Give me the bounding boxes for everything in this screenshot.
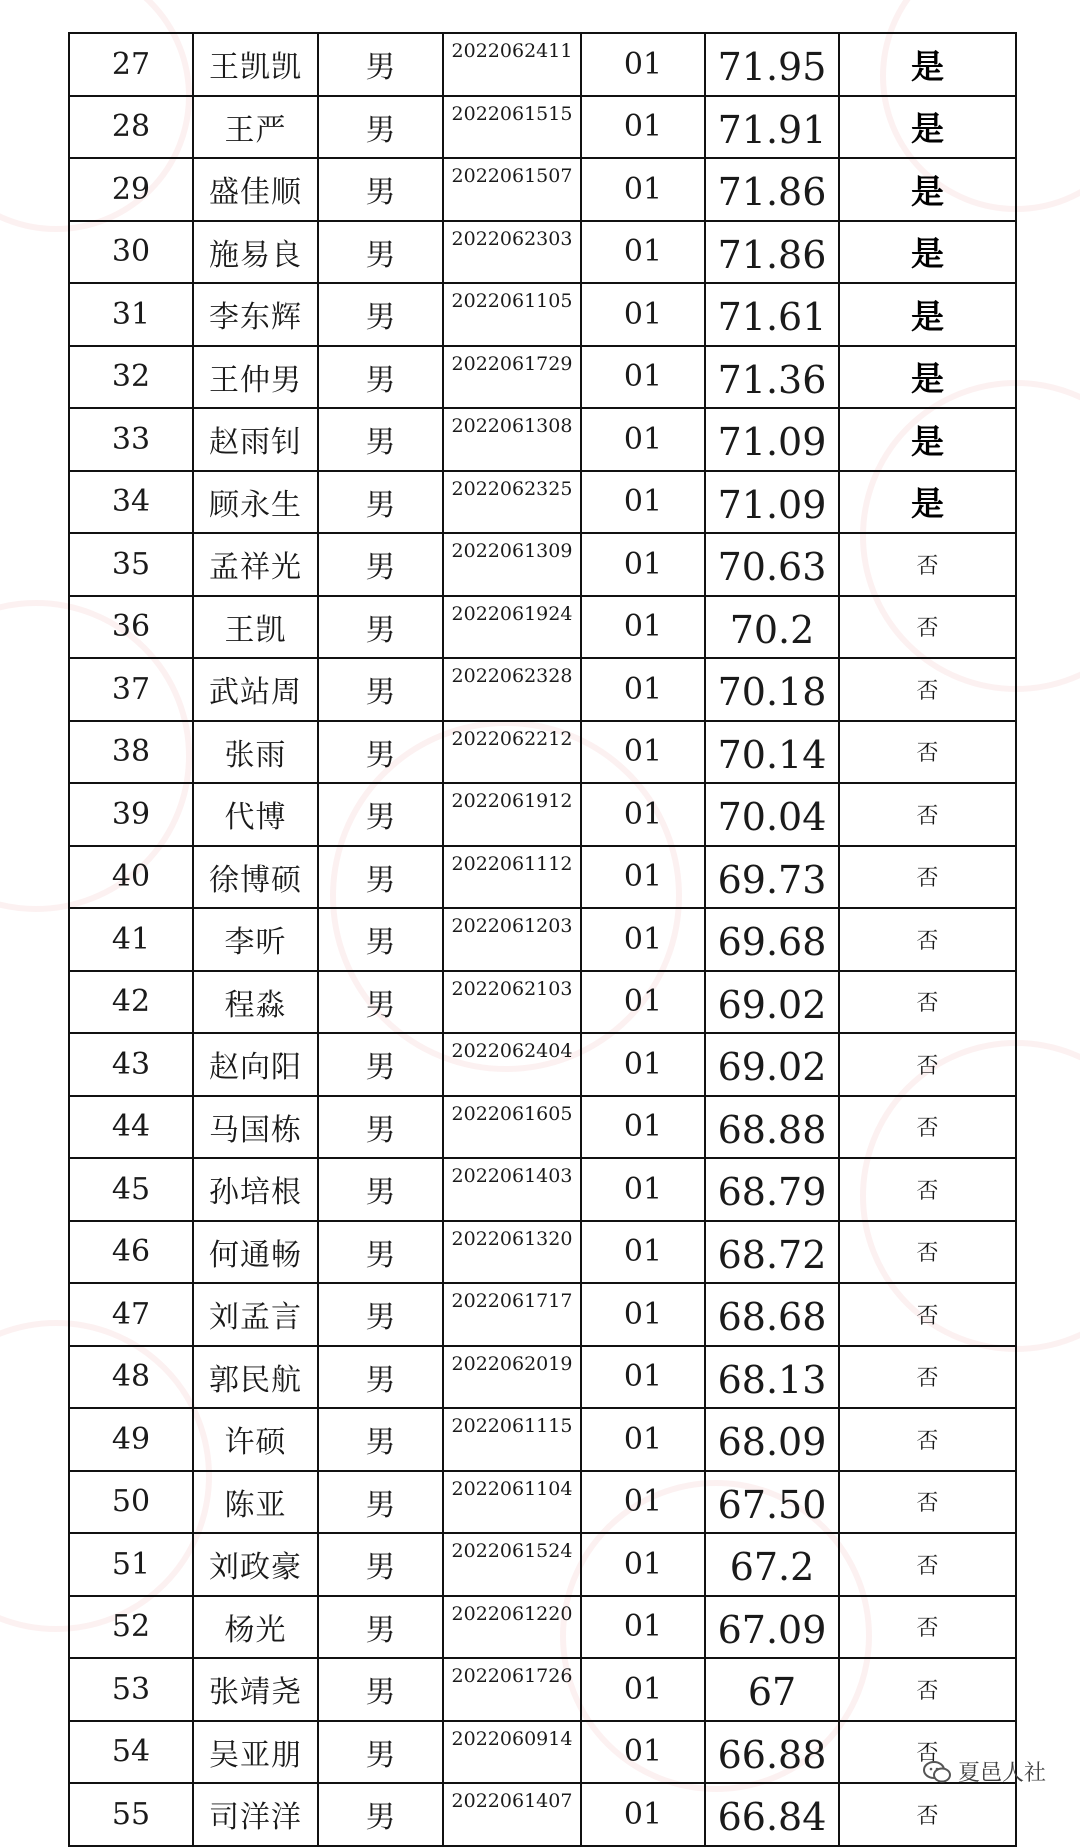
results-sheet bbox=[68, 32, 1015, 1847]
score-cell: 68.88 bbox=[705, 1096, 839, 1159]
exam-number-cell: 2022061308 bbox=[443, 408, 581, 471]
gender-cell: 男 bbox=[318, 158, 443, 221]
name-cell: 王凯凯 bbox=[193, 33, 318, 96]
name-cell: 赵雨钊 bbox=[193, 408, 318, 471]
selected-flag-cell: 是 bbox=[839, 33, 1016, 96]
exam-number-cell: 2022060914 bbox=[443, 1721, 581, 1784]
exam-number-cell: 2022061912 bbox=[443, 783, 581, 846]
seq-cell: 37 bbox=[69, 658, 193, 721]
exam-number-cell: 2022061104 bbox=[443, 1471, 581, 1534]
gender-cell: 男 bbox=[318, 1596, 443, 1659]
score-cell: 69.73 bbox=[705, 846, 839, 909]
gender-cell: 男 bbox=[318, 471, 443, 534]
post-code-cell: 01 bbox=[581, 1158, 705, 1221]
seq-cell: 36 bbox=[69, 596, 193, 659]
selected-flag-cell: 是 bbox=[839, 283, 1016, 346]
gender-cell: 男 bbox=[318, 408, 443, 471]
gender-cell: 男 bbox=[318, 1721, 443, 1784]
post-code-cell: 01 bbox=[581, 658, 705, 721]
selected-flag-cell: 否 bbox=[839, 971, 1016, 1034]
exam-number-cell: 2022061112 bbox=[443, 846, 581, 909]
seq-cell: 51 bbox=[69, 1533, 193, 1596]
table-row bbox=[69, 658, 1016, 721]
table-row bbox=[69, 408, 1016, 471]
seq-cell: 34 bbox=[69, 471, 193, 534]
score-cell: 70.2 bbox=[705, 596, 839, 659]
score-cell: 67 bbox=[705, 1658, 839, 1721]
name-cell: 李听 bbox=[193, 908, 318, 971]
table-row bbox=[69, 1533, 1016, 1596]
table-body bbox=[69, 33, 1016, 1846]
score-cell: 68.13 bbox=[705, 1346, 839, 1409]
seq-cell: 50 bbox=[69, 1471, 193, 1534]
post-code-cell: 01 bbox=[581, 1533, 705, 1596]
gender-cell: 男 bbox=[318, 1408, 443, 1471]
name-cell: 张靖尧 bbox=[193, 1658, 318, 1721]
seq-cell: 30 bbox=[69, 221, 193, 284]
exam-number-cell: 2022062404 bbox=[443, 1033, 581, 1096]
selected-flag-cell: 否 bbox=[839, 783, 1016, 846]
seq-cell: 42 bbox=[69, 971, 193, 1034]
score-cell: 71.86 bbox=[705, 158, 839, 221]
score-cell: 70.63 bbox=[705, 533, 839, 596]
name-cell: 刘政豪 bbox=[193, 1533, 318, 1596]
candidate-results-table bbox=[68, 32, 1017, 1847]
table-row bbox=[69, 1221, 1016, 1284]
seq-cell: 28 bbox=[69, 96, 193, 159]
score-cell: 71.61 bbox=[705, 283, 839, 346]
seq-cell: 35 bbox=[69, 533, 193, 596]
name-cell: 杨光 bbox=[193, 1596, 318, 1659]
post-code-cell: 01 bbox=[581, 1346, 705, 1409]
name-cell: 吴亚朋 bbox=[193, 1721, 318, 1784]
selected-flag-cell: 否 bbox=[839, 658, 1016, 721]
post-code-cell: 01 bbox=[581, 908, 705, 971]
exam-number-cell: 2022061605 bbox=[443, 1096, 581, 1159]
score-cell: 67.2 bbox=[705, 1533, 839, 1596]
gender-cell: 男 bbox=[318, 96, 443, 159]
selected-flag-cell: 是 bbox=[839, 158, 1016, 221]
selected-flag-cell: 否 bbox=[839, 1408, 1016, 1471]
name-cell: 王仲男 bbox=[193, 346, 318, 409]
score-cell: 68.79 bbox=[705, 1158, 839, 1221]
table-row bbox=[69, 971, 1016, 1034]
exam-number-cell: 2022061105 bbox=[443, 283, 581, 346]
name-cell: 马国栋 bbox=[193, 1096, 318, 1159]
exam-number-cell: 2022061320 bbox=[443, 1221, 581, 1284]
selected-flag-cell: 否 bbox=[839, 1221, 1016, 1284]
post-code-cell: 01 bbox=[581, 783, 705, 846]
post-code-cell: 01 bbox=[581, 471, 705, 534]
name-cell: 徐博硕 bbox=[193, 846, 318, 909]
selected-flag-cell: 是 bbox=[839, 408, 1016, 471]
exam-number-cell: 2022061403 bbox=[443, 1158, 581, 1221]
selected-flag-cell: 否 bbox=[839, 1346, 1016, 1409]
name-cell: 何通畅 bbox=[193, 1221, 318, 1284]
post-code-cell: 01 bbox=[581, 221, 705, 284]
table-row bbox=[69, 221, 1016, 284]
score-cell: 71.95 bbox=[705, 33, 839, 96]
name-cell: 顾永生 bbox=[193, 471, 318, 534]
seq-cell: 54 bbox=[69, 1721, 193, 1784]
selected-flag-cell: 是 bbox=[839, 346, 1016, 409]
selected-flag-cell: 否 bbox=[839, 1533, 1016, 1596]
selected-flag-cell: 否 bbox=[839, 1783, 1016, 1846]
post-code-cell: 01 bbox=[581, 1033, 705, 1096]
gender-cell: 男 bbox=[318, 346, 443, 409]
name-cell: 刘孟言 bbox=[193, 1283, 318, 1346]
gender-cell: 男 bbox=[318, 1658, 443, 1721]
seq-cell: 44 bbox=[69, 1096, 193, 1159]
table-row bbox=[69, 1346, 1016, 1409]
gender-cell: 男 bbox=[318, 1283, 443, 1346]
name-cell: 盛佳顺 bbox=[193, 158, 318, 221]
seq-cell: 41 bbox=[69, 908, 193, 971]
selected-flag-cell: 否 bbox=[839, 1158, 1016, 1221]
seq-cell: 32 bbox=[69, 346, 193, 409]
selected-flag-cell: 否 bbox=[839, 721, 1016, 784]
gender-cell: 男 bbox=[318, 721, 443, 784]
post-code-cell: 01 bbox=[581, 408, 705, 471]
exam-number-cell: 2022061515 bbox=[443, 96, 581, 159]
score-cell: 71.36 bbox=[705, 346, 839, 409]
selected-flag-cell: 否 bbox=[839, 533, 1016, 596]
score-cell: 71.86 bbox=[705, 221, 839, 284]
selected-flag-cell: 否 bbox=[839, 1096, 1016, 1159]
exam-number-cell: 2022061309 bbox=[443, 533, 581, 596]
name-cell: 孙培根 bbox=[193, 1158, 318, 1221]
score-cell: 70.04 bbox=[705, 783, 839, 846]
table-row bbox=[69, 721, 1016, 784]
post-code-cell: 01 bbox=[581, 721, 705, 784]
source-account-tag bbox=[922, 1756, 1046, 1787]
gender-cell: 男 bbox=[318, 846, 443, 909]
post-code-cell: 01 bbox=[581, 846, 705, 909]
table-row bbox=[69, 1596, 1016, 1659]
score-cell: 69.02 bbox=[705, 1033, 839, 1096]
seq-cell: 52 bbox=[69, 1596, 193, 1659]
table-row bbox=[69, 283, 1016, 346]
exam-number-cell: 2022061524 bbox=[443, 1533, 581, 1596]
score-cell: 70.18 bbox=[705, 658, 839, 721]
gender-cell: 男 bbox=[318, 283, 443, 346]
selected-flag-cell: 否 bbox=[839, 908, 1016, 971]
post-code-cell: 01 bbox=[581, 346, 705, 409]
gender-cell: 男 bbox=[318, 1346, 443, 1409]
seq-cell: 38 bbox=[69, 721, 193, 784]
table-row bbox=[69, 1096, 1016, 1159]
seq-cell: 48 bbox=[69, 1346, 193, 1409]
gender-cell: 男 bbox=[318, 596, 443, 659]
selected-flag-cell: 是 bbox=[839, 96, 1016, 159]
table-row bbox=[69, 783, 1016, 846]
score-cell: 69.02 bbox=[705, 971, 839, 1034]
table-row bbox=[69, 908, 1016, 971]
score-cell: 67.09 bbox=[705, 1596, 839, 1659]
exam-number-cell: 2022061203 bbox=[443, 908, 581, 971]
selected-flag-cell: 否 bbox=[839, 1033, 1016, 1096]
gender-cell: 男 bbox=[318, 1033, 443, 1096]
table-row bbox=[69, 846, 1016, 909]
selected-flag-cell: 是 bbox=[839, 471, 1016, 534]
name-cell: 陈亚 bbox=[193, 1471, 318, 1534]
post-code-cell: 01 bbox=[581, 1783, 705, 1846]
name-cell: 武站周 bbox=[193, 658, 318, 721]
score-cell: 70.14 bbox=[705, 721, 839, 784]
post-code-cell: 01 bbox=[581, 596, 705, 659]
table-row bbox=[69, 1408, 1016, 1471]
name-cell: 程淼 bbox=[193, 971, 318, 1034]
post-code-cell: 01 bbox=[581, 533, 705, 596]
score-cell: 71.09 bbox=[705, 471, 839, 534]
table-row bbox=[69, 33, 1016, 96]
seq-cell: 39 bbox=[69, 783, 193, 846]
table-row bbox=[69, 471, 1016, 534]
account-name: 夏邑人社 bbox=[957, 1761, 1046, 1786]
table-row bbox=[69, 346, 1016, 409]
table-row bbox=[69, 1033, 1016, 1096]
exam-number-cell: 2022061407 bbox=[443, 1783, 581, 1846]
exam-number-cell: 2022061729 bbox=[443, 346, 581, 409]
selected-flag-cell: 否 bbox=[839, 1658, 1016, 1721]
score-cell: 68.09 bbox=[705, 1408, 839, 1471]
selected-flag-cell: 否 bbox=[839, 596, 1016, 659]
table-row bbox=[69, 1471, 1016, 1534]
table-row bbox=[69, 1283, 1016, 1346]
seq-cell: 55 bbox=[69, 1783, 193, 1846]
gender-cell: 男 bbox=[318, 1471, 443, 1534]
score-cell: 71.91 bbox=[705, 96, 839, 159]
score-cell: 71.09 bbox=[705, 408, 839, 471]
exam-number-cell: 2022062328 bbox=[443, 658, 581, 721]
gender-cell: 男 bbox=[318, 658, 443, 721]
gender-cell: 男 bbox=[318, 533, 443, 596]
exam-number-cell: 2022061717 bbox=[443, 1283, 581, 1346]
selected-flag-cell: 否 bbox=[839, 1283, 1016, 1346]
seq-cell: 46 bbox=[69, 1221, 193, 1284]
score-cell: 66.84 bbox=[705, 1783, 839, 1846]
post-code-cell: 01 bbox=[581, 33, 705, 96]
wechat-chat-icon bbox=[922, 1760, 952, 1784]
seq-cell: 47 bbox=[69, 1283, 193, 1346]
exam-number-cell: 2022062019 bbox=[443, 1346, 581, 1409]
exam-number-cell: 2022061115 bbox=[443, 1408, 581, 1471]
exam-number-cell: 2022061726 bbox=[443, 1658, 581, 1721]
score-cell: 69.68 bbox=[705, 908, 839, 971]
name-cell: 赵向阳 bbox=[193, 1033, 318, 1096]
exam-number-cell: 2022061507 bbox=[443, 158, 581, 221]
post-code-cell: 01 bbox=[581, 1721, 705, 1784]
gender-cell: 男 bbox=[318, 1158, 443, 1221]
post-code-cell: 01 bbox=[581, 1596, 705, 1659]
exam-number-cell: 2022062325 bbox=[443, 471, 581, 534]
seq-cell: 43 bbox=[69, 1033, 193, 1096]
score-cell: 67.50 bbox=[705, 1471, 839, 1534]
table-row bbox=[69, 1158, 1016, 1221]
seq-cell: 29 bbox=[69, 158, 193, 221]
name-cell: 王严 bbox=[193, 96, 318, 159]
post-code-cell: 01 bbox=[581, 96, 705, 159]
name-cell: 孟祥光 bbox=[193, 533, 318, 596]
post-code-cell: 01 bbox=[581, 1283, 705, 1346]
name-cell: 施易良 bbox=[193, 221, 318, 284]
post-code-cell: 01 bbox=[581, 1658, 705, 1721]
seq-cell: 27 bbox=[69, 33, 193, 96]
gender-cell: 男 bbox=[318, 971, 443, 1034]
post-code-cell: 01 bbox=[581, 283, 705, 346]
seq-cell: 53 bbox=[69, 1658, 193, 1721]
gender-cell: 男 bbox=[318, 221, 443, 284]
exam-number-cell: 2022062212 bbox=[443, 721, 581, 784]
table-row bbox=[69, 596, 1016, 659]
exam-number-cell: 2022062103 bbox=[443, 971, 581, 1034]
selected-flag-cell: 否 bbox=[839, 1721, 1016, 1784]
exam-number-cell: 2022061924 bbox=[443, 596, 581, 659]
gender-cell: 男 bbox=[318, 783, 443, 846]
table-row bbox=[69, 1783, 1016, 1846]
seq-cell: 33 bbox=[69, 408, 193, 471]
score-cell: 66.88 bbox=[705, 1721, 839, 1784]
name-cell: 张雨 bbox=[193, 721, 318, 784]
exam-number-cell: 2022061220 bbox=[443, 1596, 581, 1659]
gender-cell: 男 bbox=[318, 1533, 443, 1596]
post-code-cell: 01 bbox=[581, 1096, 705, 1159]
seq-cell: 49 bbox=[69, 1408, 193, 1471]
name-cell: 王凯 bbox=[193, 596, 318, 659]
gender-cell: 男 bbox=[318, 1783, 443, 1846]
table-row bbox=[69, 1721, 1016, 1784]
table-row bbox=[69, 533, 1016, 596]
post-code-cell: 01 bbox=[581, 158, 705, 221]
table-row bbox=[69, 1658, 1016, 1721]
selected-flag-cell: 否 bbox=[839, 1471, 1016, 1534]
gender-cell: 男 bbox=[318, 908, 443, 971]
selected-flag-cell: 是 bbox=[839, 221, 1016, 284]
name-cell: 司洋洋 bbox=[193, 1783, 318, 1846]
selected-flag-cell: 否 bbox=[839, 1596, 1016, 1659]
table-row bbox=[69, 158, 1016, 221]
exam-number-cell: 2022062303 bbox=[443, 221, 581, 284]
table-row bbox=[69, 96, 1016, 159]
post-code-cell: 01 bbox=[581, 1221, 705, 1284]
name-cell: 郭民航 bbox=[193, 1346, 318, 1409]
seq-cell: 31 bbox=[69, 283, 193, 346]
score-cell: 68.72 bbox=[705, 1221, 839, 1284]
exam-number-cell: 2022062411 bbox=[443, 33, 581, 96]
score-cell: 68.68 bbox=[705, 1283, 839, 1346]
name-cell: 许硕 bbox=[193, 1408, 318, 1471]
name-cell: 李东辉 bbox=[193, 283, 318, 346]
seq-cell: 45 bbox=[69, 1158, 193, 1221]
post-code-cell: 01 bbox=[581, 1408, 705, 1471]
name-cell: 代博 bbox=[193, 783, 318, 846]
seq-cell: 40 bbox=[69, 846, 193, 909]
post-code-cell: 01 bbox=[581, 971, 705, 1034]
post-code-cell: 01 bbox=[581, 1471, 705, 1534]
selected-flag-cell: 否 bbox=[839, 846, 1016, 909]
gender-cell: 男 bbox=[318, 33, 443, 96]
gender-cell: 男 bbox=[318, 1221, 443, 1284]
gender-cell: 男 bbox=[318, 1096, 443, 1159]
